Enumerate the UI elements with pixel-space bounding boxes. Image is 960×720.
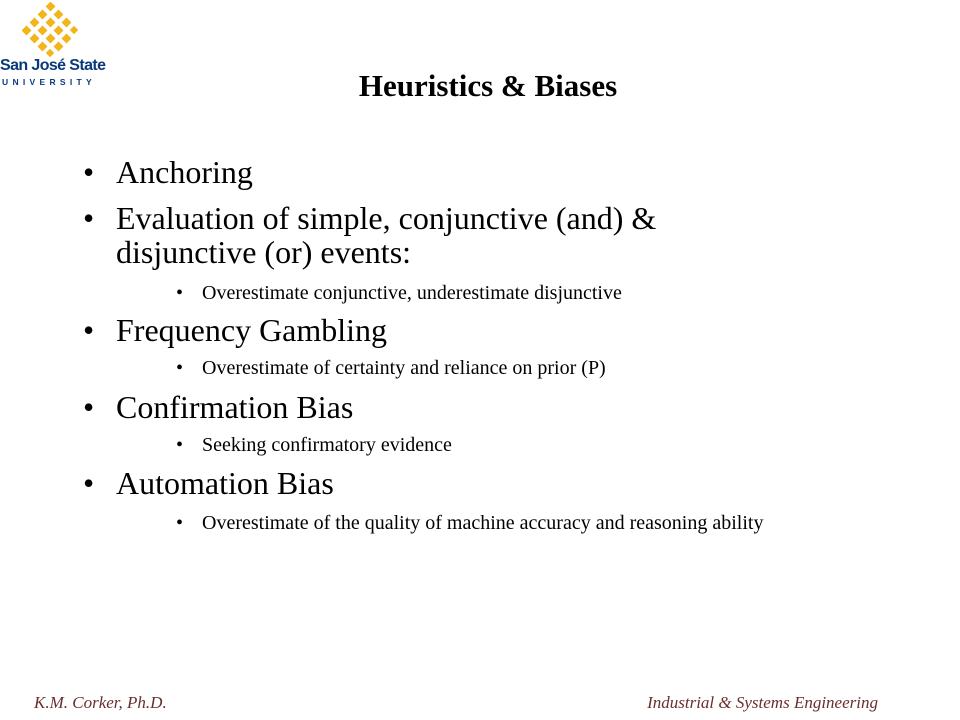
bullet-dot-icon: • bbox=[83, 312, 95, 348]
sub-bullet-text: Overestimate conjunctive, underestimate disjunctive bbox=[202, 282, 622, 304]
bullet-text: Evaluation of simple, conjunctive (and) & disjunctive (or) events: bbox=[116, 200, 657, 270]
bullet-item bbox=[83, 200, 776, 270]
sjsu-diamond-icon bbox=[22, 2, 78, 58]
bullet-dot-icon: • bbox=[83, 200, 95, 236]
sub-bullet-text: Seeking confirmatory evidence bbox=[202, 434, 452, 456]
bullet-dot-icon: • bbox=[83, 389, 95, 425]
bullet-text: Confirmation Bias bbox=[116, 389, 354, 425]
bullet-dot-icon: • bbox=[83, 465, 95, 501]
logo-wordmark: San José State bbox=[0, 57, 106, 74]
sub-bullet-text: Overestimate of certainty and reliance on prior (P) bbox=[202, 357, 606, 379]
bullet-item bbox=[83, 389, 796, 425]
sub-bullet-item bbox=[176, 512, 892, 534]
sub-bullet-item bbox=[176, 357, 892, 379]
bullet-text: Frequency Gambling bbox=[116, 312, 388, 348]
bullet-text: Anchoring bbox=[116, 154, 253, 190]
sub-bullet-item bbox=[176, 282, 892, 304]
sub-bullet-dot-icon: • bbox=[176, 512, 184, 534]
footer-author: K.M. Corker, Ph.D. bbox=[34, 693, 167, 712]
slide-title: Heuristics & Biases bbox=[358, 68, 618, 103]
bullet-text: Automation Bias bbox=[116, 465, 334, 501]
sub-bullet-dot-icon: • bbox=[176, 357, 184, 379]
bullet-item bbox=[83, 154, 796, 190]
logo-subtitle: UNIVERSITY bbox=[2, 77, 97, 87]
bullet-item bbox=[83, 465, 796, 501]
bullet-dot-icon: • bbox=[83, 154, 95, 190]
footer-department: Industrial & Systems Engineering bbox=[647, 693, 878, 712]
sub-bullet-text: Overestimate of the quality of machine accuracy and reasoning ability bbox=[202, 512, 764, 534]
sub-bullet-dot-icon: • bbox=[176, 282, 184, 304]
sub-bullet-item bbox=[176, 434, 892, 456]
sub-bullet-dot-icon: • bbox=[176, 434, 184, 456]
bullet-item bbox=[83, 312, 796, 348]
